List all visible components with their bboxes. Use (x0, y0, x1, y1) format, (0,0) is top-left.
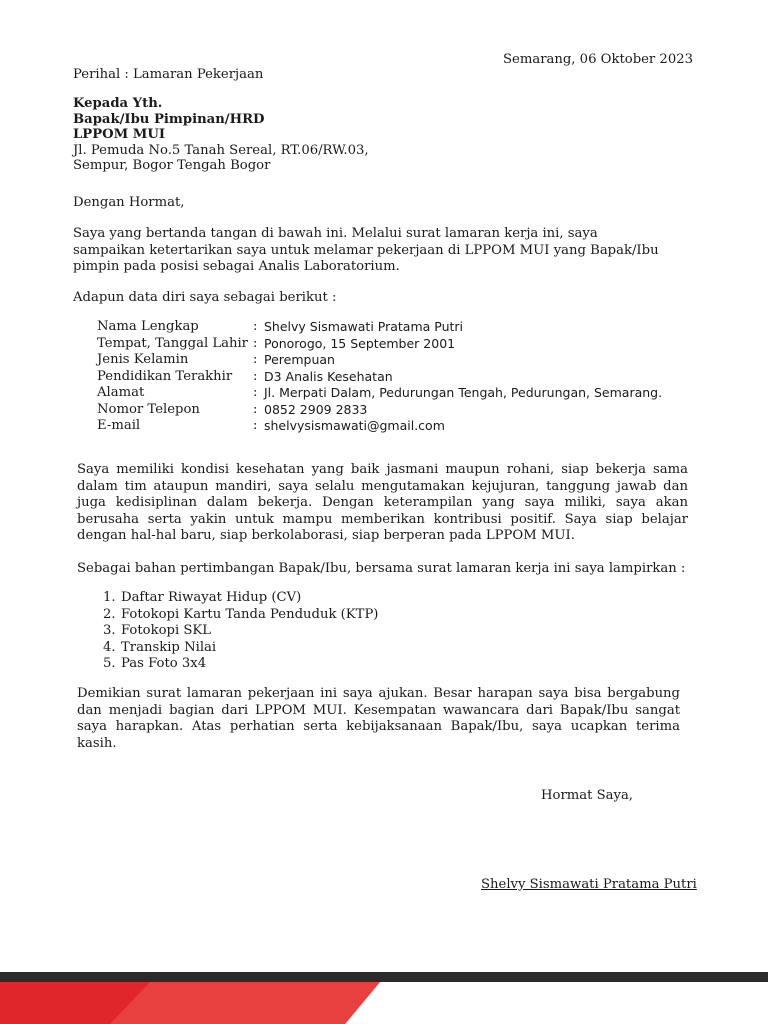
attachment-number: 4. (103, 639, 116, 655)
data-intro: Adapun data diri saya sebagai berikut : (73, 290, 337, 305)
data-label: Pendidikan Terakhir (97, 368, 233, 384)
data-row (97, 336, 662, 353)
data-value: Ponorogo, 15 September 2001 (264, 335, 456, 351)
data-value: D3 Analis Kesehatan (264, 368, 393, 384)
attachment-text: Daftar Riwayat Hidup (CV) (121, 590, 302, 605)
data-value: 0852 2909 2833 (264, 401, 368, 417)
closing-paragraph: Demikian surat lamaran pekerjaan ini saya ajukan. Besar harapan saya bisa bergabung dan menjadi bagian dari LPPOM MUI. Kesempatan wawancara dari Bapak/Ibu sangat saya harapkan. Atas perhatian serta kebijaksanaan Bapak/Ibu, saya ucapkan terima kasih. (77, 686, 680, 751)
attachment-number: 2. (103, 606, 116, 622)
data-row (97, 402, 662, 419)
data-colon: : (253, 335, 258, 351)
attachment-text: Fotokopi Kartu Tanda Penduduk (KTP) (121, 606, 379, 622)
data-row (97, 418, 662, 435)
attachments-intro: Sebagai bahan pertimbangan Bapak/Ibu, bersama surat lamaran kerja ini saya lampirkan : (77, 561, 686, 576)
attachment-text: Transkip Nilai (121, 639, 217, 655)
data-row (97, 385, 662, 402)
attachment-text: Pas Foto 3x4 (121, 656, 207, 671)
data-value: Shelvy Sismawati Pratama Putri (264, 319, 464, 334)
data-row (97, 352, 662, 369)
recipient-salutation: Kepada Yth. (73, 96, 163, 111)
footer-dark-band (0, 972, 768, 982)
recipient-block (73, 96, 369, 174)
attachment-number: 3. (103, 623, 116, 638)
data-label: Alamat (97, 385, 145, 400)
attachment-item (103, 607, 378, 624)
letter-subject: Perihal : Lamaran Pekerjaan (73, 67, 264, 82)
recipient-address-line1: Jl. Pemuda No.5 Tanah Sereal, RT.06/RW.03, (73, 142, 369, 158)
signature-name: Shelvy Sismawati Pratama Putri (481, 877, 697, 892)
data-value: Perempuan (264, 352, 335, 367)
intro-paragraph: Saya yang bertanda tangan di bawah ini. Melalui surat lamaran kerja ini, saya sampaikan ketertarikan saya untuk melamar pekerjaan di LPPOM MUI yang Bapak/Ibu pimpin pada posisi sebagai Analis Laboratorium. (73, 226, 659, 274)
data-label: Tempat, Tanggal Lahir (97, 335, 248, 351)
data-colon: : (253, 401, 258, 417)
data-colon: : (253, 368, 258, 384)
footer-stripes-graphic (0, 972, 768, 1024)
data-colon: : (253, 319, 258, 334)
data-colon: : (253, 418, 258, 433)
footer-decoration (0, 972, 768, 1024)
recipient-position: Bapak/Ibu Pimpinan/HRD (73, 111, 265, 127)
body-paragraph: Saya memiliki kondisi kesehatan yang baik jasmani maupun rohani, siap bekerja sama dalam tim ataupun mandiri, saya selalu mengutamakan kejujuran, tanggung jawab dan juga kedisiplinan dalam bekerja. Dengan keterampilan yang saya miliki, saya akan berusaha serta yakin untuk mampu memberikan kontribusi positif. Saya siap belajar dengan hal-hal baru, siap berkolaborasi, siap berperan pada LPPOM MUI. (77, 462, 688, 543)
closing-salutation: Hormat Saya, (541, 788, 634, 803)
data-value: shelvysismawati@gmail.com (264, 418, 445, 433)
attachment-item (103, 590, 378, 607)
data-row (97, 319, 662, 336)
attachment-text: Fotokopi SKL (121, 623, 212, 638)
data-label: E-mail (97, 418, 141, 433)
attachment-number: 1. (103, 590, 116, 605)
attachment-item (103, 656, 378, 673)
data-label: Nomor Telepon (97, 401, 200, 417)
data-label: Nama Lengkap (97, 319, 199, 334)
data-label: Jenis Kelamin (97, 352, 189, 367)
data-colon: : (253, 385, 258, 400)
data-value: Jl. Merpati Dalam, Pedurungan Tengah, Pedurungan, Semarang. (264, 385, 663, 400)
attachment-item (103, 623, 378, 640)
recipient-organization: LPPOM MUI (73, 127, 166, 142)
attachments-list (103, 590, 378, 673)
attachment-number: 5. (103, 656, 116, 671)
data-row (97, 369, 662, 386)
recipient-address-line2: Sempur, Bogor Tengah Bogor (73, 158, 271, 173)
greeting: Dengan Hormat, (73, 195, 185, 210)
footer-red-light-band (110, 982, 380, 1024)
data-colon: : (253, 352, 258, 367)
personal-data-table (97, 319, 662, 435)
letter-date: Semarang, 06 Oktober 2023 (502, 52, 693, 67)
attachment-item (103, 640, 378, 657)
